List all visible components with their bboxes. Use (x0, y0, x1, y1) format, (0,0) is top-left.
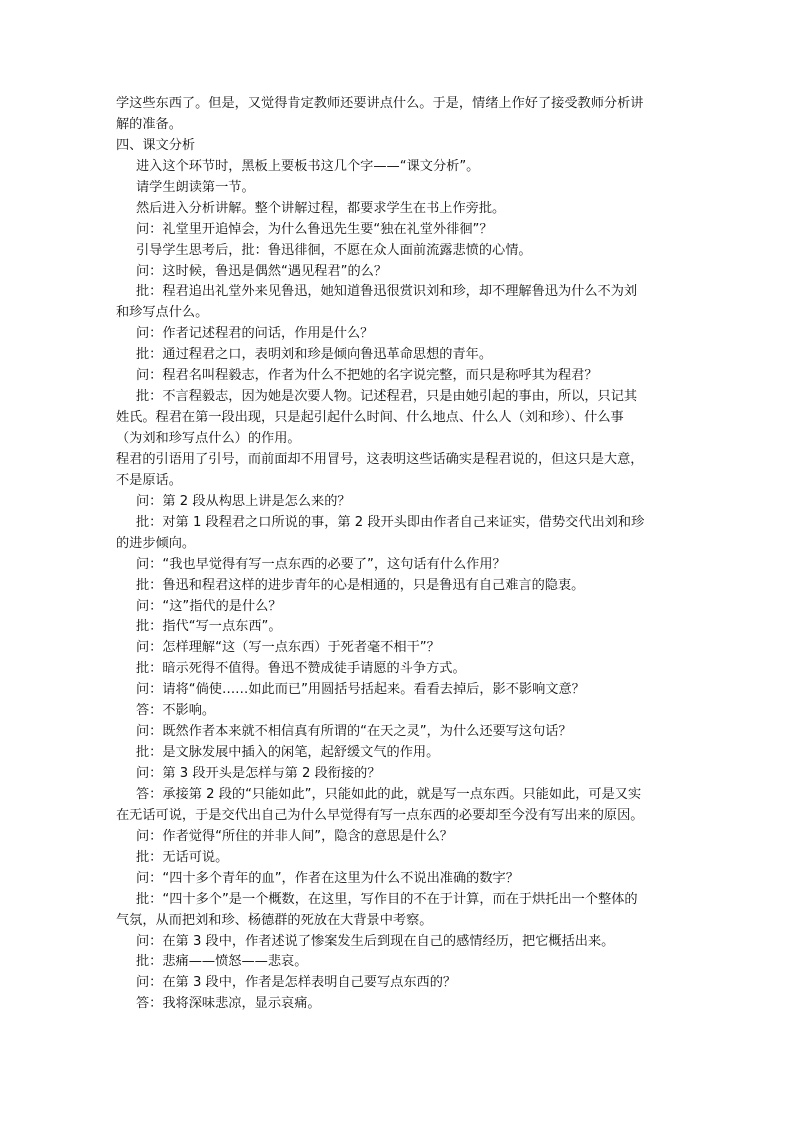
text-line: 问：在第 3 段中，作者述说了惨案发生后到现在自己的感情经历，把它概括出来。 (136, 933, 615, 949)
text-line: 批：通过程君之口，表明刘和珍是倾向鲁迅革命思想的青年。 (136, 347, 493, 363)
text-line: 问：第 2 段从构思上讲是怎么来的？ (136, 493, 351, 509)
text-line: 然后进入分析讲解。整个讲解过程，都要求学生在书上作旁批。 (136, 200, 506, 216)
text-line: 批：程君追出礼堂外来见鲁迅，她知道鲁迅很赏识刘和珍，却不理解鲁迅为什么不为刘 (136, 284, 638, 300)
text-line: 问：这时候，鲁迅是偶然“遇见程君”的么？ (136, 263, 388, 279)
text-line: 问：在第 3 段中，作者是怎样表明自己要写点东西的？ (136, 975, 457, 991)
text-line: 气氛，从而把刘和珍、杨德群的死放在大背景中考察。 (116, 912, 433, 928)
text-line: 在无话可说，于是交代出自己为什么早觉得有写一点东西的必要却至今没有写出来的原因。 (116, 807, 644, 823)
text-line: 问：作者记述程君的问话，作用是什么？ (136, 326, 374, 342)
text-line: 批：不言程毅志，因为她是次要人物。记述程君，只是由她引起的事由，所以，只记其 (136, 389, 638, 405)
text-line: 问：“这”指代的是什么？ (136, 598, 282, 614)
text-line: 引导学生思考后，批：鲁迅徘徊，不愿在众人面前流露悲愤的心情。 (136, 242, 532, 258)
text-line: 问：请将“倘使……如此而已”用圆括号括起来。看看去掉后，影不影响文意？ (136, 682, 585, 698)
text-line: 问：程君名叫程毅志，作者为什么不把她的名字说完整，而只是称呼其为程君？ (136, 368, 598, 384)
text-line: 进入这个环节时，黑板上要板书这几个字——“课文分析”。 (136, 158, 480, 174)
text-line: 的进步倾向。 (116, 535, 196, 551)
text-line: 问：“我也早觉得有写一点东西的必要了”，这句话有什么作用？ (136, 556, 506, 572)
text-line: 学这些东西了。但是，又觉得肯定教师还要讲点什么。于是，情绪上作好了接受教师分析讲 (116, 96, 644, 111)
text-line: 请学生朗读第一节。 (136, 179, 255, 195)
text-line: 问：怎样理解“这（写一点东西）于死者毫不相干”？ (136, 640, 440, 656)
text-line: 批：悲痛——愤怒——悲哀。 (136, 954, 308, 970)
text-line: 批：鲁迅和程君这样的进步青年的心是相通的，只是鲁迅有自己难言的隐衷。 (136, 577, 585, 593)
text-line: 问：第 3 段开头是怎样与第 2 段衔接的？ (136, 766, 381, 781)
document-page (116, 94, 682, 1015)
text-line: 姓氏。程君在第一段出现，只是起引起什么时间、什么地点、什么人（刘和珍）、什么事 (116, 410, 624, 426)
text-line: 批：“四十多个”是一个概数，在这里，写作目的不在于计算，而在于烘托出一个整体的 (136, 891, 638, 907)
text-line: 批：无话可说。 (136, 849, 229, 865)
text-line: （为刘和珍写点什么）的作用。 (116, 431, 301, 446)
text-line: 问：既然作者本来就不相信真有所谓的“在天之灵”，为什么还要写这句话？ (136, 724, 572, 740)
text-line: 批：是文脉发展中插入的闲笔，起舒缓文气的作用。 (136, 745, 440, 761)
text-line: 问：礼堂里开追悼会，为什么鲁迅先生要“独在礼堂外徘徊”？ (136, 221, 493, 237)
text-line: 批：暗示死得不值得。鲁迅不赞成徒手请愿的斗争方式。 (136, 661, 466, 677)
text-line: 批：指代“写一点东西”。 (136, 619, 282, 635)
text-line: 四、课文分析 (116, 137, 196, 153)
text-line: 问：“四十多个青年的血”，作者在这里为什么不说出准确的数字？ (136, 870, 519, 886)
text-line: 答：我将深味悲凉，显示哀痛。 (136, 996, 321, 1012)
text-line: 答：不影响。 (136, 703, 216, 719)
text-line: 不是原话。 (116, 472, 182, 488)
text-line: 答：承接第 2 段的“只能如此”，只能如此的此，就是写一点东西。只能如此，可是又实 (136, 786, 642, 802)
text-line: 解的准备。 (116, 116, 182, 132)
text-line: 程君的引语用了引号，而前面却不用冒号，这表明这些话确实是程君说的，但这只是大意， (116, 451, 644, 467)
text-line: 批：对第 1 段程君之口所说的事，第 2 段开头即由作者自己来证实，借势交代出刘和珍 (136, 514, 645, 530)
text-line: 问：作者觉得“所住的并非人间”，隐含的意思是什么？ (136, 828, 453, 844)
text-line: 和珍写点什么。 (116, 305, 209, 321)
